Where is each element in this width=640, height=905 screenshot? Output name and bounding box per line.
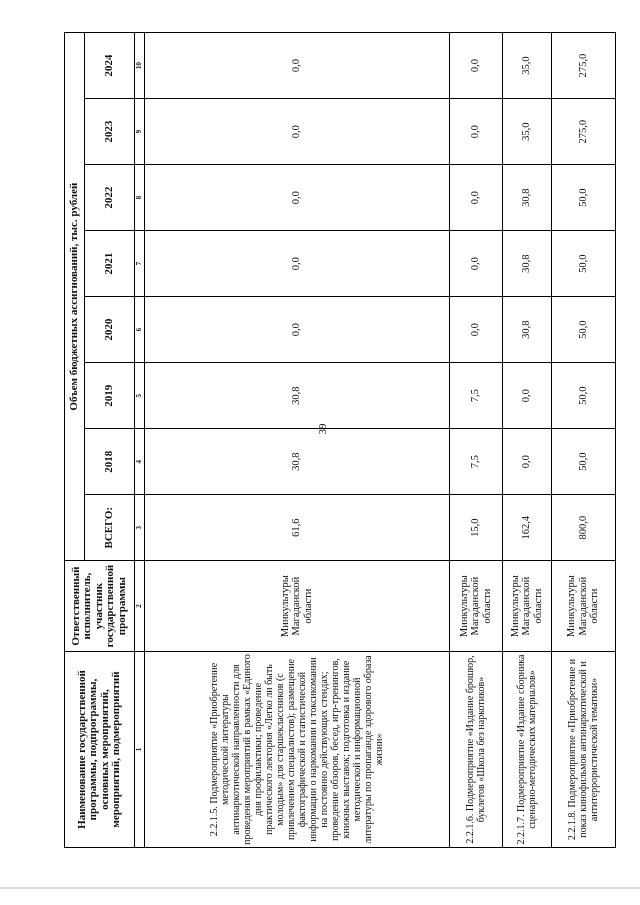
table-row bbox=[551, 33, 615, 848]
column-number: 7 bbox=[135, 231, 145, 297]
page-edge-divider bbox=[0, 887, 640, 889]
row-value: 50,0 bbox=[551, 363, 615, 429]
budget-table bbox=[64, 32, 616, 848]
row-responsible: Минкультуры Магаданской области bbox=[449, 561, 502, 652]
row-value: 7,5 bbox=[449, 363, 502, 429]
row-value: 15,0 bbox=[449, 495, 502, 561]
column-number: 2 bbox=[135, 561, 145, 652]
row-name: 2.2.1.6. Подмероприятие «Издание брошюр, буклетов «Школа без наркотиков» bbox=[449, 652, 502, 848]
row-name: 2.2.1.7. Подмероприятие «Издание сборника сценарно-методических материалов» bbox=[502, 652, 551, 848]
header-name: Наименование государственной программы, подпрограммы, основных мероприятий, мероприятий, подмероприятий bbox=[65, 652, 135, 848]
row-value: 162,4 bbox=[502, 495, 551, 561]
row-responsible: Минкультуры Магаданской области bbox=[551, 561, 615, 652]
row-value: 30,8 bbox=[502, 297, 551, 363]
row-value: 0,0 bbox=[145, 231, 450, 297]
row-name: 2.2.1.5. Подмероприятие «Приобретение методической литературы антинаркотической направленности для проведения мероприятий в рамках «Единого дня профилактики; проведение практического лектория «Легко ли быть молодым» для старшеклассников (с привлечением специалистов); размещение фактографической и статистической информации о наркомании и токсикомании на постоянно действующих стендах; проведение обзоров, бесед, игр-тренингов, книжных выставок; подготовка и издание методической и информационной литературы по пропаганде здорового образа жизни» bbox=[145, 652, 450, 848]
row-value: 0,0 bbox=[502, 429, 551, 495]
row-value: 0,0 bbox=[145, 165, 450, 231]
row-value: 50,0 bbox=[551, 231, 615, 297]
row-responsible: Минкультуры Магаданской области bbox=[145, 561, 450, 652]
row-value: 800,0 bbox=[551, 495, 615, 561]
header-year: 2024 bbox=[85, 33, 135, 99]
table-row bbox=[145, 33, 450, 848]
row-value: 0,0 bbox=[449, 33, 502, 99]
row-value: 275,0 bbox=[551, 33, 615, 99]
column-number: 10 bbox=[135, 33, 145, 99]
row-value: 0,0 bbox=[449, 231, 502, 297]
budget-table-container bbox=[64, 32, 616, 848]
row-value: 50,0 bbox=[551, 165, 615, 231]
row-value: 0,0 bbox=[145, 33, 450, 99]
table-row bbox=[449, 33, 502, 848]
column-number: 5 bbox=[135, 363, 145, 429]
row-value: 30,8 bbox=[145, 363, 450, 429]
table-row bbox=[502, 33, 551, 848]
header-year: 2021 bbox=[85, 231, 135, 297]
row-value: 275,0 bbox=[551, 99, 615, 165]
row-value: 0,0 bbox=[502, 363, 551, 429]
row-value: 50,0 bbox=[551, 297, 615, 363]
row-value: 0,0 bbox=[449, 99, 502, 165]
header-year: 2020 bbox=[85, 297, 135, 363]
row-value: 30,8 bbox=[145, 429, 450, 495]
row-value: 0,0 bbox=[449, 297, 502, 363]
row-value: 0,0 bbox=[145, 297, 450, 363]
header-budget: Объем бюджетных ассигнований, тыс. рублей bbox=[65, 33, 85, 561]
column-number: 6 bbox=[135, 297, 145, 363]
column-number: 3 bbox=[135, 495, 145, 561]
row-value: 30,8 bbox=[502, 165, 551, 231]
row-value: 0,0 bbox=[449, 165, 502, 231]
row-name: 2.2.1.8. Подмероприятие «Приобретение и показ кинофильмов антинаркотической и антитеррористической тематики» bbox=[551, 652, 615, 848]
row-value: 50,0 bbox=[551, 429, 615, 495]
row-value: 35,0 bbox=[502, 33, 551, 99]
row-responsible: Минкультуры Магаданской области bbox=[502, 561, 551, 652]
row-value: 35,0 bbox=[502, 99, 551, 165]
row-value: 61,6 bbox=[145, 495, 450, 561]
column-number: 1 bbox=[135, 652, 145, 848]
row-value: 7,5 bbox=[449, 429, 502, 495]
column-number: 8 bbox=[135, 165, 145, 231]
header-responsible: Ответственный исполнитель, участник государственной программы bbox=[65, 561, 135, 652]
header-year: 2022 bbox=[85, 165, 135, 231]
column-number: 9 bbox=[135, 99, 145, 165]
page-number: 39 bbox=[317, 423, 329, 435]
header-year: ВСЕГО: bbox=[85, 495, 135, 561]
header-year: 2019 bbox=[85, 363, 135, 429]
row-value: 30,8 bbox=[502, 231, 551, 297]
row-value: 0,0 bbox=[145, 99, 450, 165]
header-year: 2023 bbox=[85, 99, 135, 165]
column-number: 4 bbox=[135, 429, 145, 495]
header-year: 2018 bbox=[85, 429, 135, 495]
